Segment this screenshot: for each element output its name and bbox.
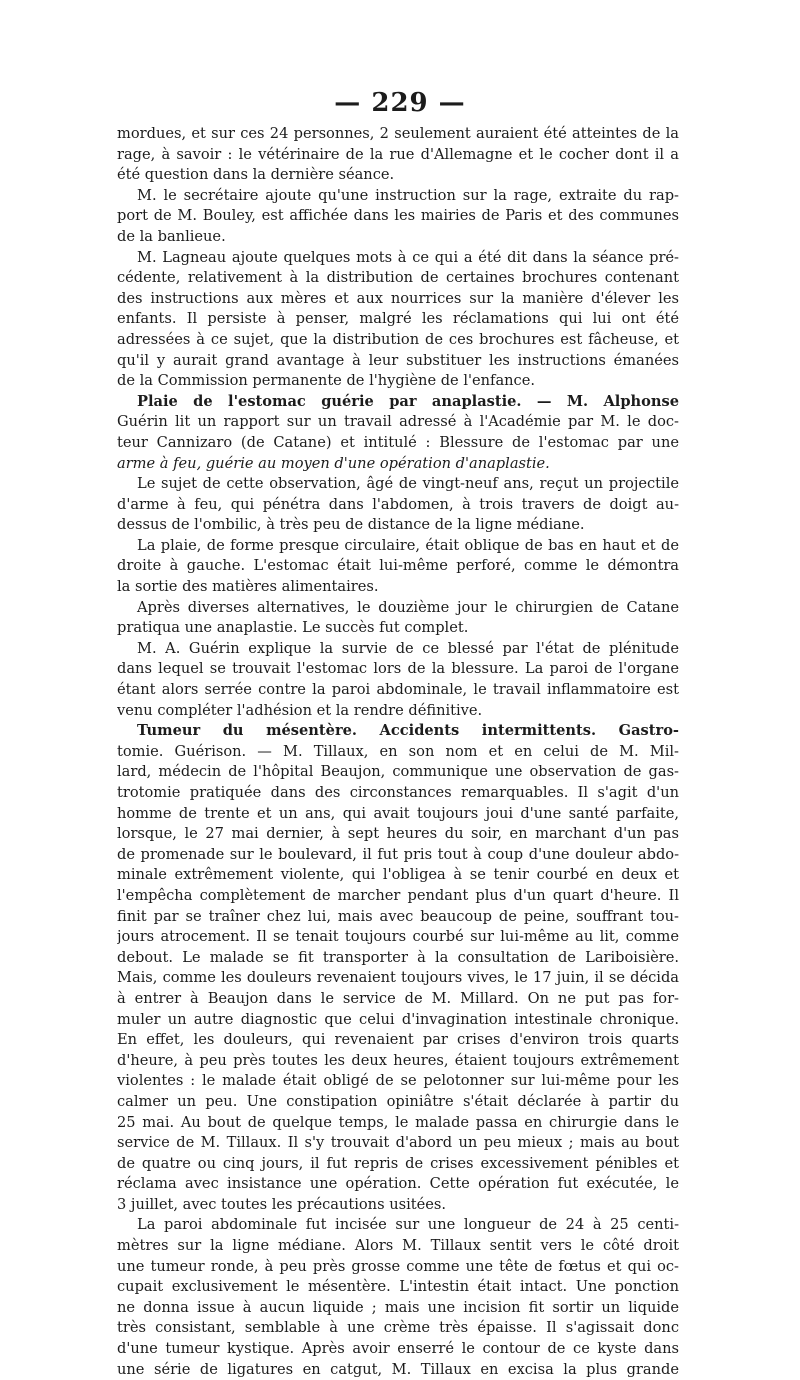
text-line: adressées à ce sujet, que la distribution de ces brochures est fâcheuse, et xyxy=(117,330,679,348)
text-line: Tumeur du mésentère. Accidents intermittents. Gastro- xyxy=(137,722,679,740)
text-line: debout. Le malade se fit transporter à la consultation de Lariboisière. xyxy=(117,948,679,966)
text-line: de promenade sur le boulevard, il fut pris tout à coup d'une douleur abdo- xyxy=(117,845,679,863)
text-line: La paroi abdominale fut incisée sur une longueur de 24 à 25 centi- xyxy=(137,1216,679,1234)
text-line: une tumeur ronde, à peu près grosse comme une tête de fœtus et qui oc- xyxy=(117,1257,679,1275)
text-line: d'arme à feu, qui pénétra dans l'abdomen, à trois travers de doigt au- xyxy=(117,495,679,513)
text-line: port de M. Bouley, est affichée dans les mairies de Paris et des communes xyxy=(117,207,679,225)
text-line: M. Lagneau ajoute quelques mots à ce qui a été dit dans la séance pré- xyxy=(137,248,679,266)
text-line: de quatre ou cinq jours, il fut repris de crises excessivement pénibles et xyxy=(117,1154,679,1172)
text-line: Mais, comme les douleurs revenaient toujours vives, le 17 juin, il se décida xyxy=(117,969,679,987)
text-line: minale extrêmement violente, qui l'obligea à se tenir courbé en deux et xyxy=(117,866,679,884)
text-line: dans lequel se trouvait l'estomac lors de la blessure. La paroi de l'organe xyxy=(117,660,679,678)
text-line: été question dans la dernière séance. xyxy=(117,166,395,184)
text-line: calmer un peu. Une constipation opiniâtre s'était déclarée à partir du xyxy=(117,1092,679,1110)
text-line: de la banlieue. xyxy=(117,227,226,245)
text-line: étant alors serrée contre la paroi abdominale, le travail inflammatoire est xyxy=(117,681,679,699)
text-line: tomie. Guérison. — M. Tillaux, en son nom et en celui de M. Mil- xyxy=(117,742,679,760)
text-line: M. A. Guérin explique la survie de ce blessé par l'état de plénitude xyxy=(137,639,679,657)
text-line: lorsque, le 27 mai dernier, à sept heures du soir, en marchant d'un pas xyxy=(117,825,679,843)
page-number: — 229 — xyxy=(334,88,466,118)
text-line: d'heure, à peu près toutes les deux heures, étaient toujours extrêmement xyxy=(117,1051,679,1069)
text-line: Plaie de l'estomac guérie par anaplastie. — M. Alphonse xyxy=(137,392,679,410)
text-line: droite à gauche. L'estomac était lui-même perforé, comme le démontra xyxy=(117,557,679,575)
text-line: trotomie pratiquée dans des circonstances remarquables. Il s'agit d'un xyxy=(117,784,679,801)
text-line: très consistant, semblable à une crème très épaisse. Il s'agissait donc xyxy=(117,1319,679,1337)
text-line: Après diverses alternatives, le douzième jour le chirurgien de Catane xyxy=(137,598,679,616)
text-line: Le sujet de cette observation, âgé de vingt-neuf ans, reçut un projectile xyxy=(137,475,679,493)
text-line: cédente, relativement à la distribution de certaines brochures contenant xyxy=(117,269,679,287)
text-line: 3 juillet, avec toutes les précautions usitées. xyxy=(117,1195,447,1213)
text-line: La plaie, de forme presque circulaire, était oblique de bas en haut et de xyxy=(137,536,679,554)
text-line: venu compléter l'adhésion et la rendre définitive. xyxy=(117,701,483,719)
text-line: service de M. Tillaux. Il s'y trouvait d'abord un peu mieux ; mais au bout xyxy=(117,1134,679,1152)
text-line: mordues, et sur ces 24 personnes, 2 seulement auraient été atteintes de la xyxy=(117,125,679,142)
text-line: cupait exclusivement le mésentère. L'intestin était intact. Une ponction xyxy=(117,1278,679,1296)
text-line: rage, à savoir : le vétérinaire de la rue d'Allemagne et le cocher dont il a xyxy=(117,145,679,163)
text-line: de la Commission permanente de l'hygiène de l'enfance. xyxy=(117,372,536,390)
text-line: une série de ligatures en catgut, M. Tillaux en excisa la plus grande xyxy=(117,1360,679,1378)
text-line: réclama avec insistance une opération. Cette opération fut exécutée, le xyxy=(117,1175,679,1193)
text-line: enfants. Il persiste à penser, malgré les réclamations qui lui ont été xyxy=(117,310,679,328)
text-line: mètres sur la ligne médiane. Alors M. Tillaux sentit vers le côté droit xyxy=(117,1237,679,1255)
text-line: pratiqua une anaplastie. Le succès fut complet. xyxy=(117,619,469,637)
text-line: muler un autre diagnostic que celui d'invagination intestinale chronique. xyxy=(117,1010,679,1028)
text-line: à entrer à Beaujon dans le service de M. Millard. On ne put pas for- xyxy=(117,989,679,1007)
text-line: 25 mai. Au bout de quelque temps, le malade passa en chirurgie dans le xyxy=(117,1113,679,1131)
text-line: des instructions aux mères et aux nourrices sur la manière d'élever les xyxy=(117,289,679,307)
text-line: d'une tumeur kystique. Après avoir enserré le contour de ce kyste dans xyxy=(117,1340,679,1358)
text-line: finit par se traîner chez lui, mais avec beaucoup de peine, souffrant tou- xyxy=(117,907,679,925)
text-line: l'empêcha complètement de marcher pendant plus d'un quart d'heure. Il xyxy=(117,886,679,904)
text-line: teur Cannizaro (de Catane) et intitulé : Blessure de l'estomac par une xyxy=(117,433,679,451)
text-line: En effet, les douleurs, qui revenaient par crises d'environ trois quarts xyxy=(117,1031,679,1049)
text-line: Guérin lit un rapport sur un travail adressé à l'Académie par M. le doc- xyxy=(117,413,679,431)
page-body-text xyxy=(117,124,679,1380)
text-line: lard, médecin de l'hôpital Beaujon, communique une observation de gas- xyxy=(117,763,679,781)
text-line: la sortie des matières alimentaires. xyxy=(117,578,379,596)
text-line: homme de trente et un ans, qui avait toujours joui d'une santé parfaite, xyxy=(117,804,679,822)
text-line: M. le secrétaire ajoute qu'une instruction sur la rage, extraite du rap- xyxy=(137,186,679,204)
text-line: violentes : le malade était obligé de se pelotonner sur lui-même pour les xyxy=(117,1072,679,1090)
text-line: arme à feu, guérie au moyen d'une opération d'anaplastie. xyxy=(117,454,550,472)
text-line: ne donna issue à aucun liquide ; mais une incision fit sortir un liquide xyxy=(117,1298,679,1316)
text-line: dessus de l'ombilic, à très peu de distance de la ligne médiane. xyxy=(117,516,585,534)
text-line: qu'il y aurait grand avantage à leur substituer les instructions émanées xyxy=(117,351,679,369)
text-line: jours atrocement. Il se tenait toujours courbé sur lui-même au lit, comme xyxy=(117,928,679,946)
